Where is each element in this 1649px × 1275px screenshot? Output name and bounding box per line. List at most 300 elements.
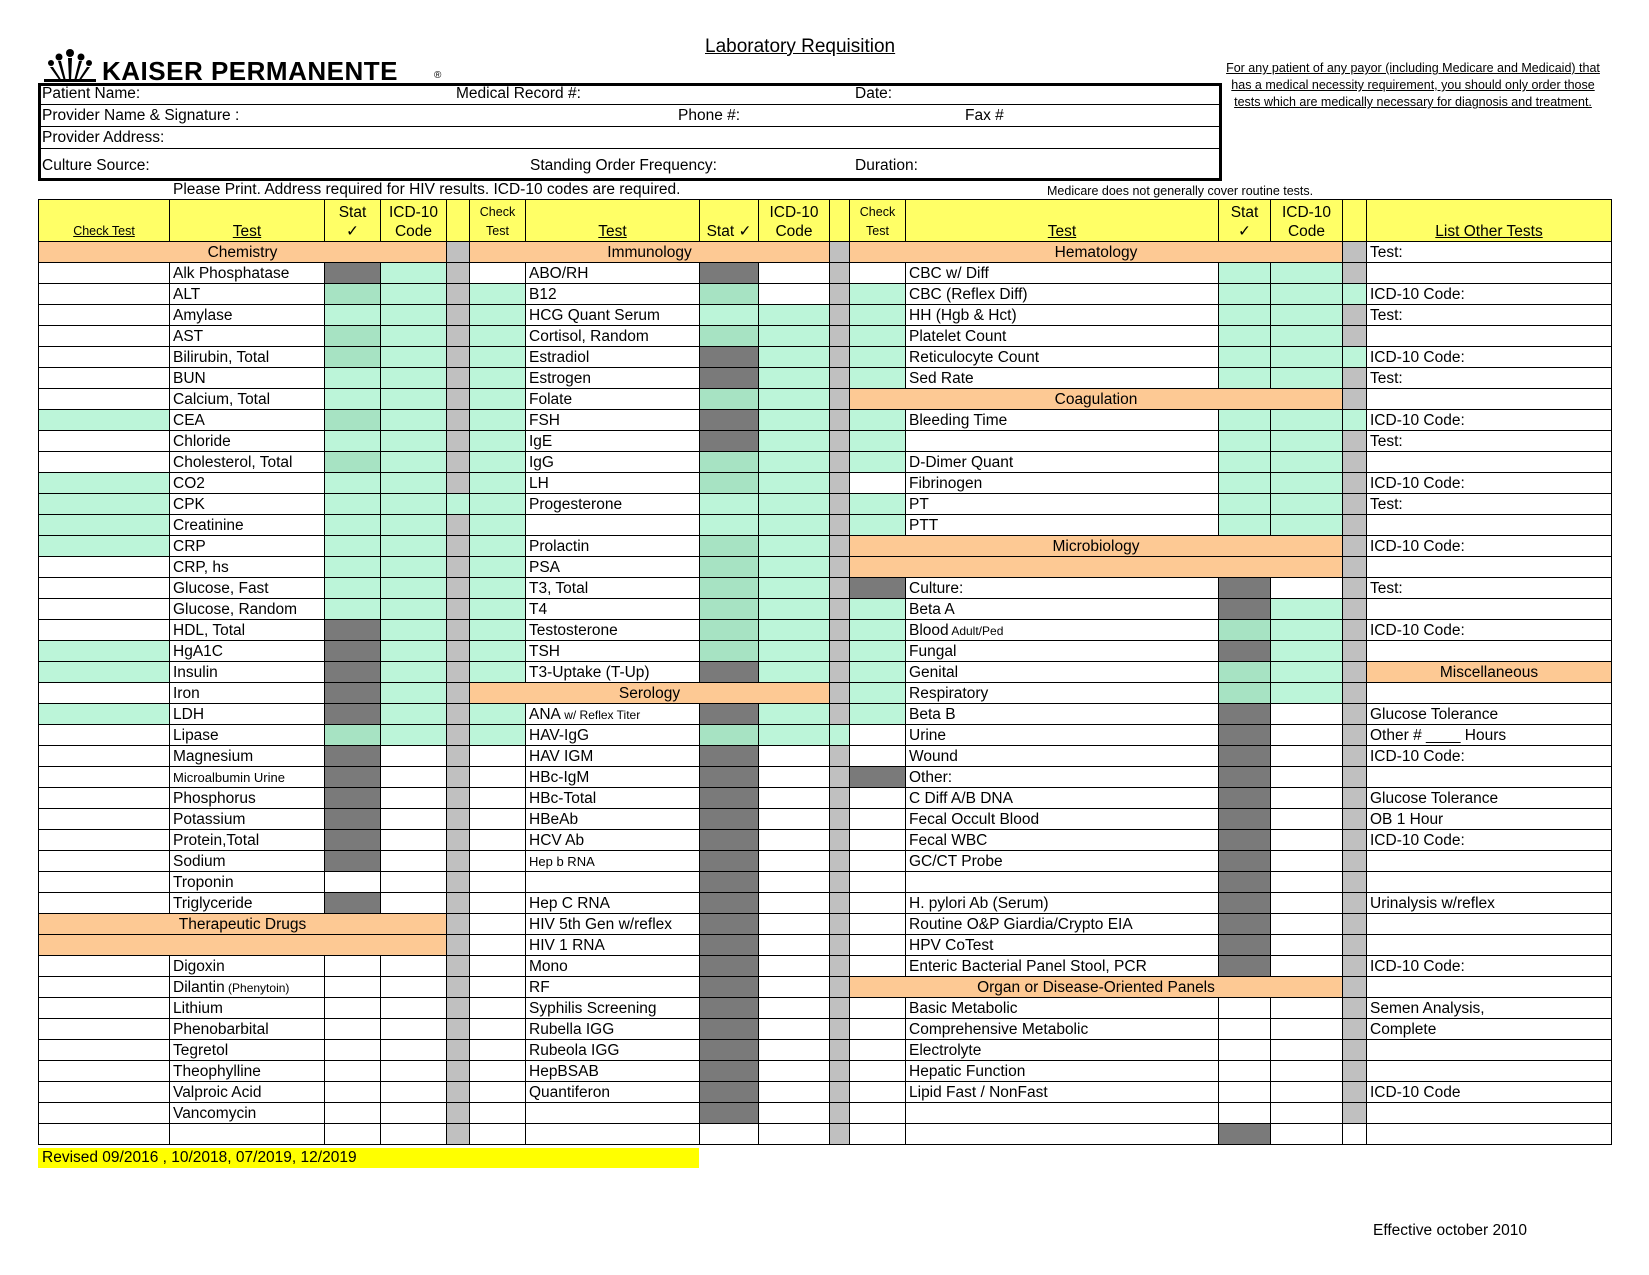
other-test-cell[interactable]: ICD-10 Code: <box>1367 746 1612 767</box>
other-test-cell[interactable] <box>1367 683 1612 704</box>
fax-field[interactable]: Fax # <box>965 107 1004 124</box>
icd10-code-field[interactable] <box>759 956 830 977</box>
stat-checkbox[interactable] <box>325 620 381 641</box>
stat-checkbox[interactable] <box>700 1103 759 1124</box>
stat-checkbox[interactable] <box>1219 1019 1271 1040</box>
check-test-box[interactable] <box>470 1082 526 1103</box>
icd10-code-field[interactable] <box>381 389 447 410</box>
check-test-box[interactable] <box>470 1040 526 1061</box>
stat-checkbox[interactable] <box>1219 347 1271 368</box>
stat-checkbox[interactable] <box>700 662 759 683</box>
icd10-code-field[interactable] <box>381 578 447 599</box>
other-test-cell[interactable]: ICD-10 Code: <box>1367 347 1612 368</box>
icd10-code-field[interactable] <box>381 683 447 704</box>
check-test-box[interactable] <box>850 809 906 830</box>
stat-checkbox[interactable] <box>1219 1124 1271 1145</box>
icd10-code-field[interactable] <box>759 284 830 305</box>
icd10-code-field[interactable] <box>759 746 830 767</box>
check-test-box[interactable] <box>850 494 906 515</box>
stat-checkbox[interactable] <box>700 788 759 809</box>
stat-checkbox[interactable] <box>1219 1040 1271 1061</box>
stat-checkbox[interactable] <box>1219 704 1271 725</box>
check-test-box[interactable] <box>850 578 906 599</box>
check-test-box[interactable] <box>470 641 526 662</box>
check-test-box[interactable] <box>850 998 906 1019</box>
stat-checkbox[interactable] <box>1219 284 1271 305</box>
stat-checkbox[interactable] <box>325 347 381 368</box>
icd10-code-field[interactable] <box>759 830 830 851</box>
stat-checkbox[interactable] <box>1219 494 1271 515</box>
icd10-code-field[interactable] <box>759 368 830 389</box>
icd10-code-field[interactable] <box>381 1040 447 1061</box>
icd10-code-field[interactable] <box>759 977 830 998</box>
other-test-cell[interactable]: Test: <box>1367 305 1612 326</box>
stat-checkbox[interactable] <box>325 1040 381 1061</box>
check-test-box[interactable] <box>470 893 526 914</box>
stat-checkbox[interactable] <box>700 704 759 725</box>
icd10-code-field[interactable] <box>759 704 830 725</box>
stat-checkbox[interactable] <box>700 851 759 872</box>
stat-checkbox[interactable] <box>1219 830 1271 851</box>
check-test-box[interactable] <box>470 620 526 641</box>
medical-record-field[interactable]: Medical Record #: <box>456 85 581 102</box>
check-test-box[interactable] <box>39 284 170 305</box>
icd10-code-field[interactable] <box>381 830 447 851</box>
other-test-cell[interactable] <box>1367 914 1612 935</box>
check-test-box[interactable] <box>39 536 170 557</box>
stat-checkbox[interactable] <box>325 326 381 347</box>
icd10-code-field[interactable] <box>381 557 447 578</box>
other-test-cell[interactable] <box>1367 1061 1612 1082</box>
check-test-box[interactable] <box>470 326 526 347</box>
check-test-box[interactable] <box>39 746 170 767</box>
stat-checkbox[interactable] <box>700 599 759 620</box>
check-test-box[interactable] <box>850 1061 906 1082</box>
stat-checkbox[interactable] <box>700 956 759 977</box>
stat-checkbox[interactable] <box>700 767 759 788</box>
icd10-code-field[interactable] <box>759 1082 830 1103</box>
stat-checkbox[interactable] <box>1219 851 1271 872</box>
stat-checkbox[interactable] <box>1219 620 1271 641</box>
icd10-code-field[interactable] <box>759 1019 830 1040</box>
check-test-box[interactable] <box>850 914 906 935</box>
check-test-box[interactable] <box>850 368 906 389</box>
other-test-cell[interactable]: Test: <box>1367 494 1612 515</box>
other-test-cell[interactable] <box>1367 452 1612 473</box>
check-test-box[interactable] <box>39 830 170 851</box>
check-test-box[interactable] <box>470 956 526 977</box>
icd10-code-field[interactable] <box>1271 599 1343 620</box>
stat-checkbox[interactable] <box>325 683 381 704</box>
check-test-box[interactable] <box>850 935 906 956</box>
stat-checkbox[interactable] <box>1219 725 1271 746</box>
stat-checkbox[interactable] <box>325 536 381 557</box>
check-test-box[interactable] <box>470 1124 526 1145</box>
check-test-box[interactable] <box>39 1040 170 1061</box>
stat-checkbox[interactable] <box>325 704 381 725</box>
stat-checkbox[interactable] <box>700 872 759 893</box>
check-test-box[interactable] <box>470 494 526 515</box>
stat-checkbox[interactable] <box>700 935 759 956</box>
icd10-code-field[interactable] <box>759 578 830 599</box>
stat-checkbox[interactable] <box>1219 1082 1271 1103</box>
check-test-box[interactable] <box>39 389 170 410</box>
other-test-cell[interactable] <box>1367 977 1612 998</box>
stat-checkbox[interactable] <box>1219 578 1271 599</box>
stat-checkbox[interactable] <box>325 956 381 977</box>
icd10-code-field[interactable] <box>1271 431 1343 452</box>
stat-checkbox[interactable] <box>700 263 759 284</box>
other-test-cell[interactable] <box>1367 767 1612 788</box>
stat-checkbox[interactable] <box>325 725 381 746</box>
check-test-box[interactable] <box>850 788 906 809</box>
icd10-code-field[interactable] <box>1271 1103 1343 1124</box>
stat-checkbox[interactable] <box>325 851 381 872</box>
other-test-cell[interactable] <box>1367 872 1612 893</box>
stat-checkbox[interactable] <box>700 914 759 935</box>
other-test-cell[interactable]: Semen Analysis, <box>1367 998 1612 1019</box>
icd10-code-field[interactable] <box>1271 263 1343 284</box>
stat-checkbox[interactable] <box>700 389 759 410</box>
icd10-code-field[interactable] <box>1271 410 1343 431</box>
stat-checkbox[interactable] <box>1219 872 1271 893</box>
icd10-code-field[interactable] <box>381 473 447 494</box>
stat-checkbox[interactable] <box>700 578 759 599</box>
icd10-code-field[interactable] <box>381 746 447 767</box>
stat-checkbox[interactable] <box>325 746 381 767</box>
icd10-code-field[interactable] <box>759 305 830 326</box>
check-test-box[interactable] <box>39 494 170 515</box>
stat-checkbox[interactable] <box>325 368 381 389</box>
icd10-code-field[interactable] <box>1271 851 1343 872</box>
other-test-cell[interactable] <box>1367 641 1612 662</box>
stat-checkbox[interactable] <box>1219 1103 1271 1124</box>
other-test-cell[interactable]: Glucose Tolerance <box>1367 704 1612 725</box>
stat-checkbox[interactable] <box>1219 809 1271 830</box>
stat-checkbox[interactable] <box>325 431 381 452</box>
check-test-box[interactable] <box>850 725 906 746</box>
icd10-code-field[interactable] <box>759 473 830 494</box>
stat-checkbox[interactable] <box>700 1124 759 1145</box>
check-test-box[interactable] <box>470 263 526 284</box>
check-test-box[interactable] <box>39 305 170 326</box>
other-test-cell[interactable]: ICD-10 Code: <box>1367 956 1612 977</box>
icd10-code-field[interactable] <box>1271 788 1343 809</box>
check-test-box[interactable] <box>470 431 526 452</box>
check-test-box[interactable] <box>470 410 526 431</box>
stat-checkbox[interactable] <box>700 620 759 641</box>
icd10-code-field[interactable] <box>381 536 447 557</box>
other-test-cell[interactable] <box>1367 1103 1612 1124</box>
stat-checkbox[interactable] <box>700 725 759 746</box>
icd10-code-field[interactable] <box>381 893 447 914</box>
icd10-code-field[interactable] <box>381 305 447 326</box>
icd10-code-field[interactable] <box>381 809 447 830</box>
stat-checkbox[interactable] <box>1219 515 1271 536</box>
stat-checkbox[interactable] <box>325 452 381 473</box>
icd10-code-field[interactable] <box>759 662 830 683</box>
other-test-cell[interactable]: Other # ____ Hours <box>1367 725 1612 746</box>
icd10-code-field[interactable] <box>1271 746 1343 767</box>
check-test-box[interactable] <box>470 767 526 788</box>
icd10-code-field[interactable] <box>759 725 830 746</box>
stat-checkbox[interactable] <box>700 452 759 473</box>
icd10-code-field[interactable] <box>1271 956 1343 977</box>
stat-checkbox[interactable] <box>325 557 381 578</box>
icd10-code-field[interactable] <box>381 494 447 515</box>
icd10-code-field[interactable] <box>1271 473 1343 494</box>
stat-checkbox[interactable] <box>700 1040 759 1061</box>
stat-checkbox[interactable] <box>700 284 759 305</box>
icd10-code-field[interactable] <box>1271 347 1343 368</box>
stat-checkbox[interactable] <box>325 1124 381 1145</box>
stat-checkbox[interactable] <box>325 1103 381 1124</box>
stat-checkbox[interactable] <box>1219 641 1271 662</box>
check-test-box[interactable] <box>850 305 906 326</box>
icd10-code-field[interactable] <box>381 977 447 998</box>
check-test-box[interactable] <box>850 851 906 872</box>
icd10-code-field[interactable] <box>1271 515 1343 536</box>
stat-checkbox[interactable] <box>700 809 759 830</box>
check-test-box[interactable] <box>39 872 170 893</box>
check-test-box[interactable] <box>39 662 170 683</box>
icd10-code-field[interactable] <box>1271 326 1343 347</box>
check-test-box[interactable] <box>470 368 526 389</box>
icd10-code-field[interactable] <box>1271 830 1343 851</box>
check-test-box[interactable] <box>39 515 170 536</box>
stat-checkbox[interactable] <box>700 557 759 578</box>
check-test-box[interactable] <box>470 305 526 326</box>
other-test-cell[interactable]: Urinalysis w/reflex <box>1367 893 1612 914</box>
icd10-code-field[interactable] <box>381 284 447 305</box>
stat-checkbox[interactable] <box>325 788 381 809</box>
icd10-code-field[interactable] <box>381 956 447 977</box>
icd10-code-field[interactable] <box>381 872 447 893</box>
stat-checkbox[interactable] <box>700 494 759 515</box>
check-test-box[interactable] <box>39 725 170 746</box>
stat-checkbox[interactable] <box>325 998 381 1019</box>
check-test-box[interactable] <box>39 410 170 431</box>
check-test-box[interactable] <box>850 704 906 725</box>
date-field[interactable]: Date: <box>855 85 893 102</box>
check-test-box[interactable] <box>850 956 906 977</box>
icd10-code-field[interactable] <box>759 557 830 578</box>
check-test-box[interactable] <box>470 1103 526 1124</box>
check-test-box[interactable] <box>39 347 170 368</box>
icd10-code-field[interactable] <box>381 641 447 662</box>
check-test-box[interactable] <box>470 578 526 599</box>
icd10-code-field[interactable] <box>759 935 830 956</box>
icd10-code-field[interactable] <box>381 620 447 641</box>
check-test-box[interactable] <box>470 1061 526 1082</box>
stat-checkbox[interactable] <box>325 977 381 998</box>
icd10-code-field[interactable] <box>759 599 830 620</box>
icd10-code-field[interactable] <box>1271 641 1343 662</box>
stat-checkbox[interactable] <box>1219 935 1271 956</box>
stat-checkbox[interactable] <box>700 473 759 494</box>
other-test-cell[interactable] <box>1367 935 1612 956</box>
culture-source-field[interactable]: Culture Source: <box>42 157 150 174</box>
check-test-box[interactable] <box>850 1082 906 1103</box>
check-test-box[interactable] <box>850 893 906 914</box>
other-test-cell[interactable]: Test: <box>1367 242 1612 263</box>
stat-checkbox[interactable] <box>1219 410 1271 431</box>
other-test-cell[interactable] <box>1367 515 1612 536</box>
stat-checkbox[interactable] <box>325 1061 381 1082</box>
stat-checkbox[interactable] <box>1219 452 1271 473</box>
stat-checkbox[interactable] <box>700 1061 759 1082</box>
stat-checkbox[interactable] <box>1219 683 1271 704</box>
icd10-code-field[interactable] <box>381 767 447 788</box>
check-test-box[interactable] <box>39 557 170 578</box>
check-test-box[interactable] <box>470 746 526 767</box>
patient-name-field[interactable]: Patient Name: <box>42 85 141 102</box>
icd10-code-field[interactable] <box>759 641 830 662</box>
check-test-box[interactable] <box>39 998 170 1019</box>
icd10-code-field[interactable] <box>759 389 830 410</box>
check-test-box[interactable] <box>850 431 906 452</box>
check-test-box[interactable] <box>39 809 170 830</box>
icd10-code-field[interactable] <box>381 851 447 872</box>
other-test-cell[interactable]: ICD-10 Code: <box>1367 536 1612 557</box>
stat-checkbox[interactable] <box>325 767 381 788</box>
icd10-code-field[interactable] <box>1271 620 1343 641</box>
other-test-cell[interactable] <box>1367 599 1612 620</box>
check-test-box[interactable] <box>39 977 170 998</box>
check-test-box[interactable] <box>850 599 906 620</box>
check-test-box[interactable] <box>850 452 906 473</box>
stat-checkbox[interactable] <box>1219 998 1271 1019</box>
other-test-cell[interactable] <box>1367 851 1612 872</box>
stat-checkbox[interactable] <box>700 1019 759 1040</box>
check-test-box[interactable] <box>470 347 526 368</box>
stat-checkbox[interactable] <box>700 431 759 452</box>
icd10-code-field[interactable] <box>1271 767 1343 788</box>
icd10-code-field[interactable] <box>1271 1061 1343 1082</box>
check-test-box[interactable] <box>850 347 906 368</box>
other-test-cell[interactable] <box>1367 557 1612 578</box>
check-test-box[interactable] <box>850 620 906 641</box>
stat-checkbox[interactable] <box>700 830 759 851</box>
check-test-box[interactable] <box>850 1124 906 1145</box>
check-test-box[interactable] <box>39 1061 170 1082</box>
check-test-box[interactable] <box>470 788 526 809</box>
other-test-cell[interactable]: ICD-10 Code: <box>1367 410 1612 431</box>
check-test-box[interactable] <box>39 704 170 725</box>
icd10-code-field[interactable] <box>759 326 830 347</box>
stat-checkbox[interactable] <box>1219 788 1271 809</box>
check-test-box[interactable] <box>850 1103 906 1124</box>
check-test-box[interactable] <box>39 620 170 641</box>
check-test-box[interactable] <box>39 431 170 452</box>
check-test-box[interactable] <box>470 1019 526 1040</box>
check-test-box[interactable] <box>39 851 170 872</box>
check-test-box[interactable] <box>39 578 170 599</box>
stat-checkbox[interactable] <box>1219 662 1271 683</box>
check-test-box[interactable] <box>39 1103 170 1124</box>
check-test-box[interactable] <box>470 977 526 998</box>
icd10-code-field[interactable] <box>759 1061 830 1082</box>
check-test-box[interactable] <box>850 410 906 431</box>
other-test-cell[interactable]: Test: <box>1367 368 1612 389</box>
icd10-code-field[interactable] <box>381 1019 447 1040</box>
other-test-cell[interactable] <box>1367 1124 1612 1145</box>
check-test-box[interactable] <box>39 1019 170 1040</box>
check-test-box[interactable] <box>39 599 170 620</box>
provider-address-field[interactable]: Provider Address: <box>42 129 165 146</box>
icd10-code-field[interactable] <box>1271 809 1343 830</box>
stat-checkbox[interactable] <box>325 515 381 536</box>
icd10-code-field[interactable] <box>759 452 830 473</box>
stat-checkbox[interactable] <box>700 305 759 326</box>
stat-checkbox[interactable] <box>700 515 759 536</box>
icd10-code-field[interactable] <box>759 347 830 368</box>
other-test-cell[interactable]: ICD-10 Code: <box>1367 284 1612 305</box>
stat-checkbox[interactable] <box>325 1019 381 1040</box>
check-test-box[interactable] <box>470 998 526 1019</box>
check-test-box[interactable] <box>39 641 170 662</box>
check-test-box[interactable] <box>470 452 526 473</box>
icd10-code-field[interactable] <box>381 599 447 620</box>
icd10-code-field[interactable] <box>1271 662 1343 683</box>
stat-checkbox[interactable] <box>325 1082 381 1103</box>
icd10-code-field[interactable] <box>759 914 830 935</box>
stat-checkbox[interactable] <box>325 473 381 494</box>
icd10-code-field[interactable] <box>1271 872 1343 893</box>
icd10-code-field[interactable] <box>1271 935 1343 956</box>
check-test-box[interactable] <box>470 914 526 935</box>
icd10-code-field[interactable] <box>381 326 447 347</box>
stat-checkbox[interactable] <box>325 284 381 305</box>
check-test-box[interactable] <box>470 284 526 305</box>
stat-checkbox[interactable] <box>325 263 381 284</box>
check-test-box[interactable] <box>850 746 906 767</box>
check-test-box[interactable] <box>39 368 170 389</box>
other-test-cell[interactable]: Complete <box>1367 1019 1612 1040</box>
icd10-code-field[interactable] <box>381 788 447 809</box>
stat-checkbox[interactable] <box>1219 893 1271 914</box>
icd10-code-field[interactable] <box>1271 1019 1343 1040</box>
icd10-code-field[interactable] <box>759 872 830 893</box>
check-test-box[interactable] <box>39 893 170 914</box>
check-test-box[interactable] <box>850 830 906 851</box>
check-test-box[interactable] <box>39 326 170 347</box>
icd10-code-field[interactable] <box>1271 704 1343 725</box>
icd10-code-field[interactable] <box>381 1061 447 1082</box>
icd10-code-field[interactable] <box>1271 305 1343 326</box>
other-test-cell[interactable] <box>1367 263 1612 284</box>
icd10-code-field[interactable] <box>381 368 447 389</box>
provider-name-field[interactable]: Provider Name & Signature : <box>42 107 240 124</box>
phone-field[interactable]: Phone #: <box>678 107 741 124</box>
other-test-cell[interactable]: ICD-10 Code: <box>1367 620 1612 641</box>
icd10-code-field[interactable] <box>381 452 447 473</box>
stat-checkbox[interactable] <box>325 641 381 662</box>
check-test-box[interactable] <box>850 473 906 494</box>
check-test-box[interactable] <box>470 830 526 851</box>
check-test-box[interactable] <box>470 704 526 725</box>
stat-checkbox[interactable] <box>325 893 381 914</box>
stat-checkbox[interactable] <box>700 746 759 767</box>
icd10-code-field[interactable] <box>759 788 830 809</box>
check-test-box[interactable] <box>850 872 906 893</box>
check-test-box[interactable] <box>850 284 906 305</box>
check-test-box[interactable] <box>850 641 906 662</box>
icd10-code-field[interactable] <box>1271 725 1343 746</box>
check-test-box[interactable] <box>850 662 906 683</box>
other-test-cell[interactable]: ICD-10 Code <box>1367 1082 1612 1103</box>
icd10-code-field[interactable] <box>759 893 830 914</box>
